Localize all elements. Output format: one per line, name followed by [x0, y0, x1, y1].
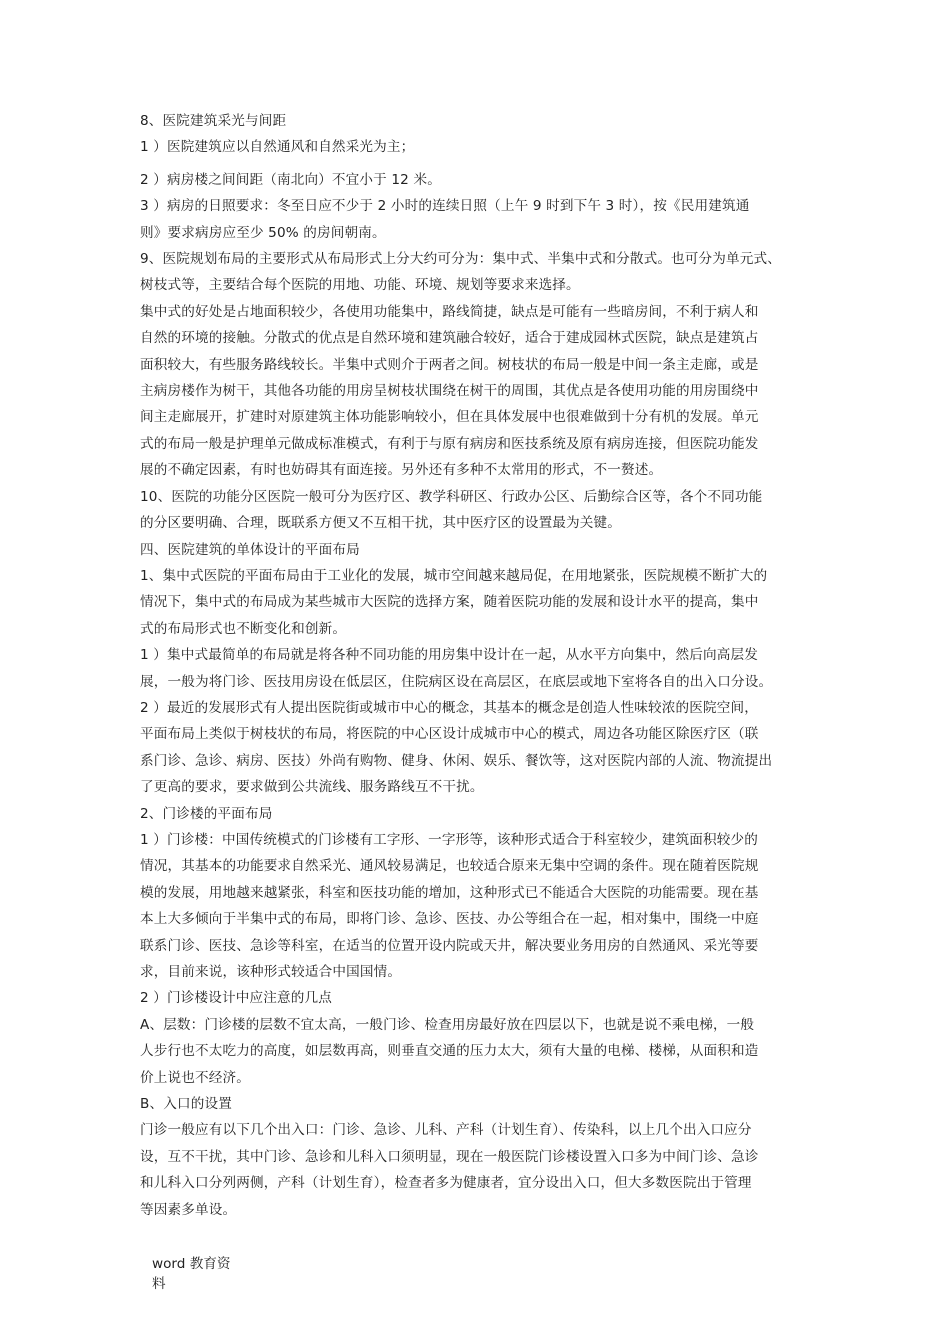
paragraph-line: 联系门诊、医技、急诊等科室，在适当的位置开设内院或天井，解决要业务用房的自然通风、采光等要 — [140, 937, 759, 954]
paragraph-line: 则》要求病房应至少 50% 的房间朝南。 — [140, 224, 386, 241]
paragraph-line: 式的布局形式也不断变化和创新。 — [140, 620, 347, 637]
heading-10: 10、医院的功能分区医院一般可分为医疗区、教学科研区、行政办公区、后勤综合区等，各个不同功能 — [140, 488, 763, 505]
paragraph-line: 求，目前来说，该种形式较适合中国国情。 — [140, 964, 402, 980]
paragraph-line: 设，互不干扰，其中门诊、急诊和儿科入口须明显，现在一般医院门诊楼设置入口多为中间门诊、急诊 — [140, 1148, 759, 1165]
page-footer — [152, 1254, 231, 1294]
paragraph-line: 本上大多倾向于半集中式的布局，即将门诊、急诊、医技、办公等组合在一起，相对集中，围绕一中庭 — [140, 911, 759, 928]
paragraph-line: 面积较大，有些服务路线较长。半集中式则介于两者之间。树枝状的布局一般是中间一条主走廊，或是 — [140, 356, 759, 373]
paragraph-line: 系门诊、急诊、病房、医技）外尚有购物、健身、休闲、娱乐、餐饮等，这对医院内部的人流、物流提出 — [140, 752, 773, 769]
paragraph-line: 2 ）病房楼之间间距（南北向）不宜小于 12 米。 — [140, 171, 441, 188]
paragraph-line: 的分区要明确、合理，既联系方便又不互相干扰，其中医疗区的设置最为关键。 — [140, 515, 622, 532]
paragraph-line: 树枝式等，主要结合每个医院的用地、功能、环境、规划等要求来选择。 — [140, 277, 580, 294]
paragraph-line: 和儿科入口分列两侧，产科（计划生育），检查者多为健康者，宜分设出入口，但大多数医院出于管理 — [140, 1175, 752, 1192]
paragraph-line: 展的不确定因素，有时也妨碍其有面连接。另外还有多种不太常用的形式，不一赘述。 — [140, 462, 663, 479]
paragraph-line: 等因素多单设。 — [140, 1201, 237, 1218]
paragraph-line: 情况下，集中式的布局成为某些城市大医院的选择方案，随着医院功能的发展和设计水平的提高，集中 — [140, 594, 759, 611]
paragraph-line: 自然的环境的接触。分散式的优点是自然环境和建筑融合较好，适合于建成园林式医院，缺点是建筑占 — [140, 330, 759, 347]
paragraph-line: 式的布局一般是护理单元做成标准模式，有利于与原有病房和医技系统及原有病房连接，但医院功能发 — [140, 435, 759, 452]
paragraph-line: 1 ）门诊楼：中国传统模式的门诊楼有工字形、一字形等，该种形式适合于科室较少，建筑面积较少的 — [140, 831, 758, 848]
paragraph-line: 3 ）病房的日照要求：冬至日应不少于 2 小时的连续日照（上午 9 时到下午 3 时），按《民用建筑通 — [140, 198, 750, 215]
paragraph-line: 人步行也不太吃力的高度，如层数再高，则垂直交通的压力太大，须有大量的电梯、楼梯，从面积和造 — [140, 1043, 759, 1060]
paragraph-line: 主病房楼作为树干，其他各功能的用房呈树枝状围绕在树干的周围，其优点是各使用功能的用房围绕中 — [140, 383, 759, 400]
subsection-heading: B、入口的设置 — [140, 1096, 232, 1113]
paragraph-line: 1、集中式医院的平面布局由于工业化的发展，城市空间越来越局促，在用地紧张，医院规模不断扩大的 — [140, 567, 768, 584]
paragraph-line: 集中式的好处是占地面积较少，各使用功能集中，路线简捷，缺点是可能有一些暗房间，不利于病人和 — [140, 303, 759, 320]
paragraph-line: 门诊一般应有以下几个出入口：门诊、急诊、儿科、产科（计划生育）、传染科，以上几个出入口应分 — [140, 1122, 752, 1139]
paragraph-line: 模的发展，用地越来越紧张，科室和医技功能的增加，这种形式已不能适合大医院的功能需要。现在基 — [140, 884, 759, 901]
paragraph-line: 1 ）医院建筑应以自然通风和自然采光为主； — [140, 139, 415, 156]
paragraph-line: 平面布局上类似于树枝状的布局，将医院的中心区设计成城市中心的模式，周边各功能区除医疗区（联 — [140, 726, 759, 743]
subsection-heading: 2 ）门诊楼设计中应注意的几点 — [140, 990, 332, 1007]
paragraph-line: 间主走廊展开，扩建时对原建筑主体功能影响较小，但在具体发展中也很难做到十分有机的发展。单元 — [140, 409, 759, 426]
footer-text: word 教育资 — [152, 1256, 231, 1272]
paragraph-line: 情况，其基本的功能要求自然采光、通风较易满足，也较适合原来无集中空调的条件。现在随着医院规 — [140, 858, 759, 875]
footer-text: 料 — [152, 1276, 166, 1292]
heading-9: 9、医院规划布局的主要形式从布局形式上分大约可分为：集中式、半集中式和分散式。也可分为单元式、 — [140, 251, 782, 268]
document-body — [140, 108, 840, 1223]
paragraph-line: A、层数：门诊楼的层数不宜太高，一般门诊、检查用房最好放在四层以下，也就是说不乘电梯，一般 — [140, 1016, 755, 1033]
paragraph-line: 了更高的要求，要求做到公共流线、服务路线互不干扰。 — [140, 779, 484, 796]
paragraph-line: 2 ）最近的发展形式有人提出医院街或城市中心的概念，其基本的概念是创造人性味较浓的医院空间， — [140, 699, 758, 716]
paragraph-line: 展，一般为将门诊、医技用房设在低层区，住院病区设在高层区，在底层或地下室将各自的出入口分设。 — [140, 673, 773, 690]
heading-8: 8、医院建筑采光与间距 — [140, 113, 287, 129]
paragraph-line: 1 ）集中式最简单的布局就是将各种不同功能的用房集中设计在一起，从水平方向集中，然后向高层发 — [140, 647, 758, 664]
subsection-heading: 2、门诊楼的平面布局 — [140, 805, 273, 822]
paragraph-line: 价上说也不经济。 — [140, 1069, 250, 1086]
section-heading: 四、医院建筑的单体设计的平面布局 — [140, 541, 360, 558]
